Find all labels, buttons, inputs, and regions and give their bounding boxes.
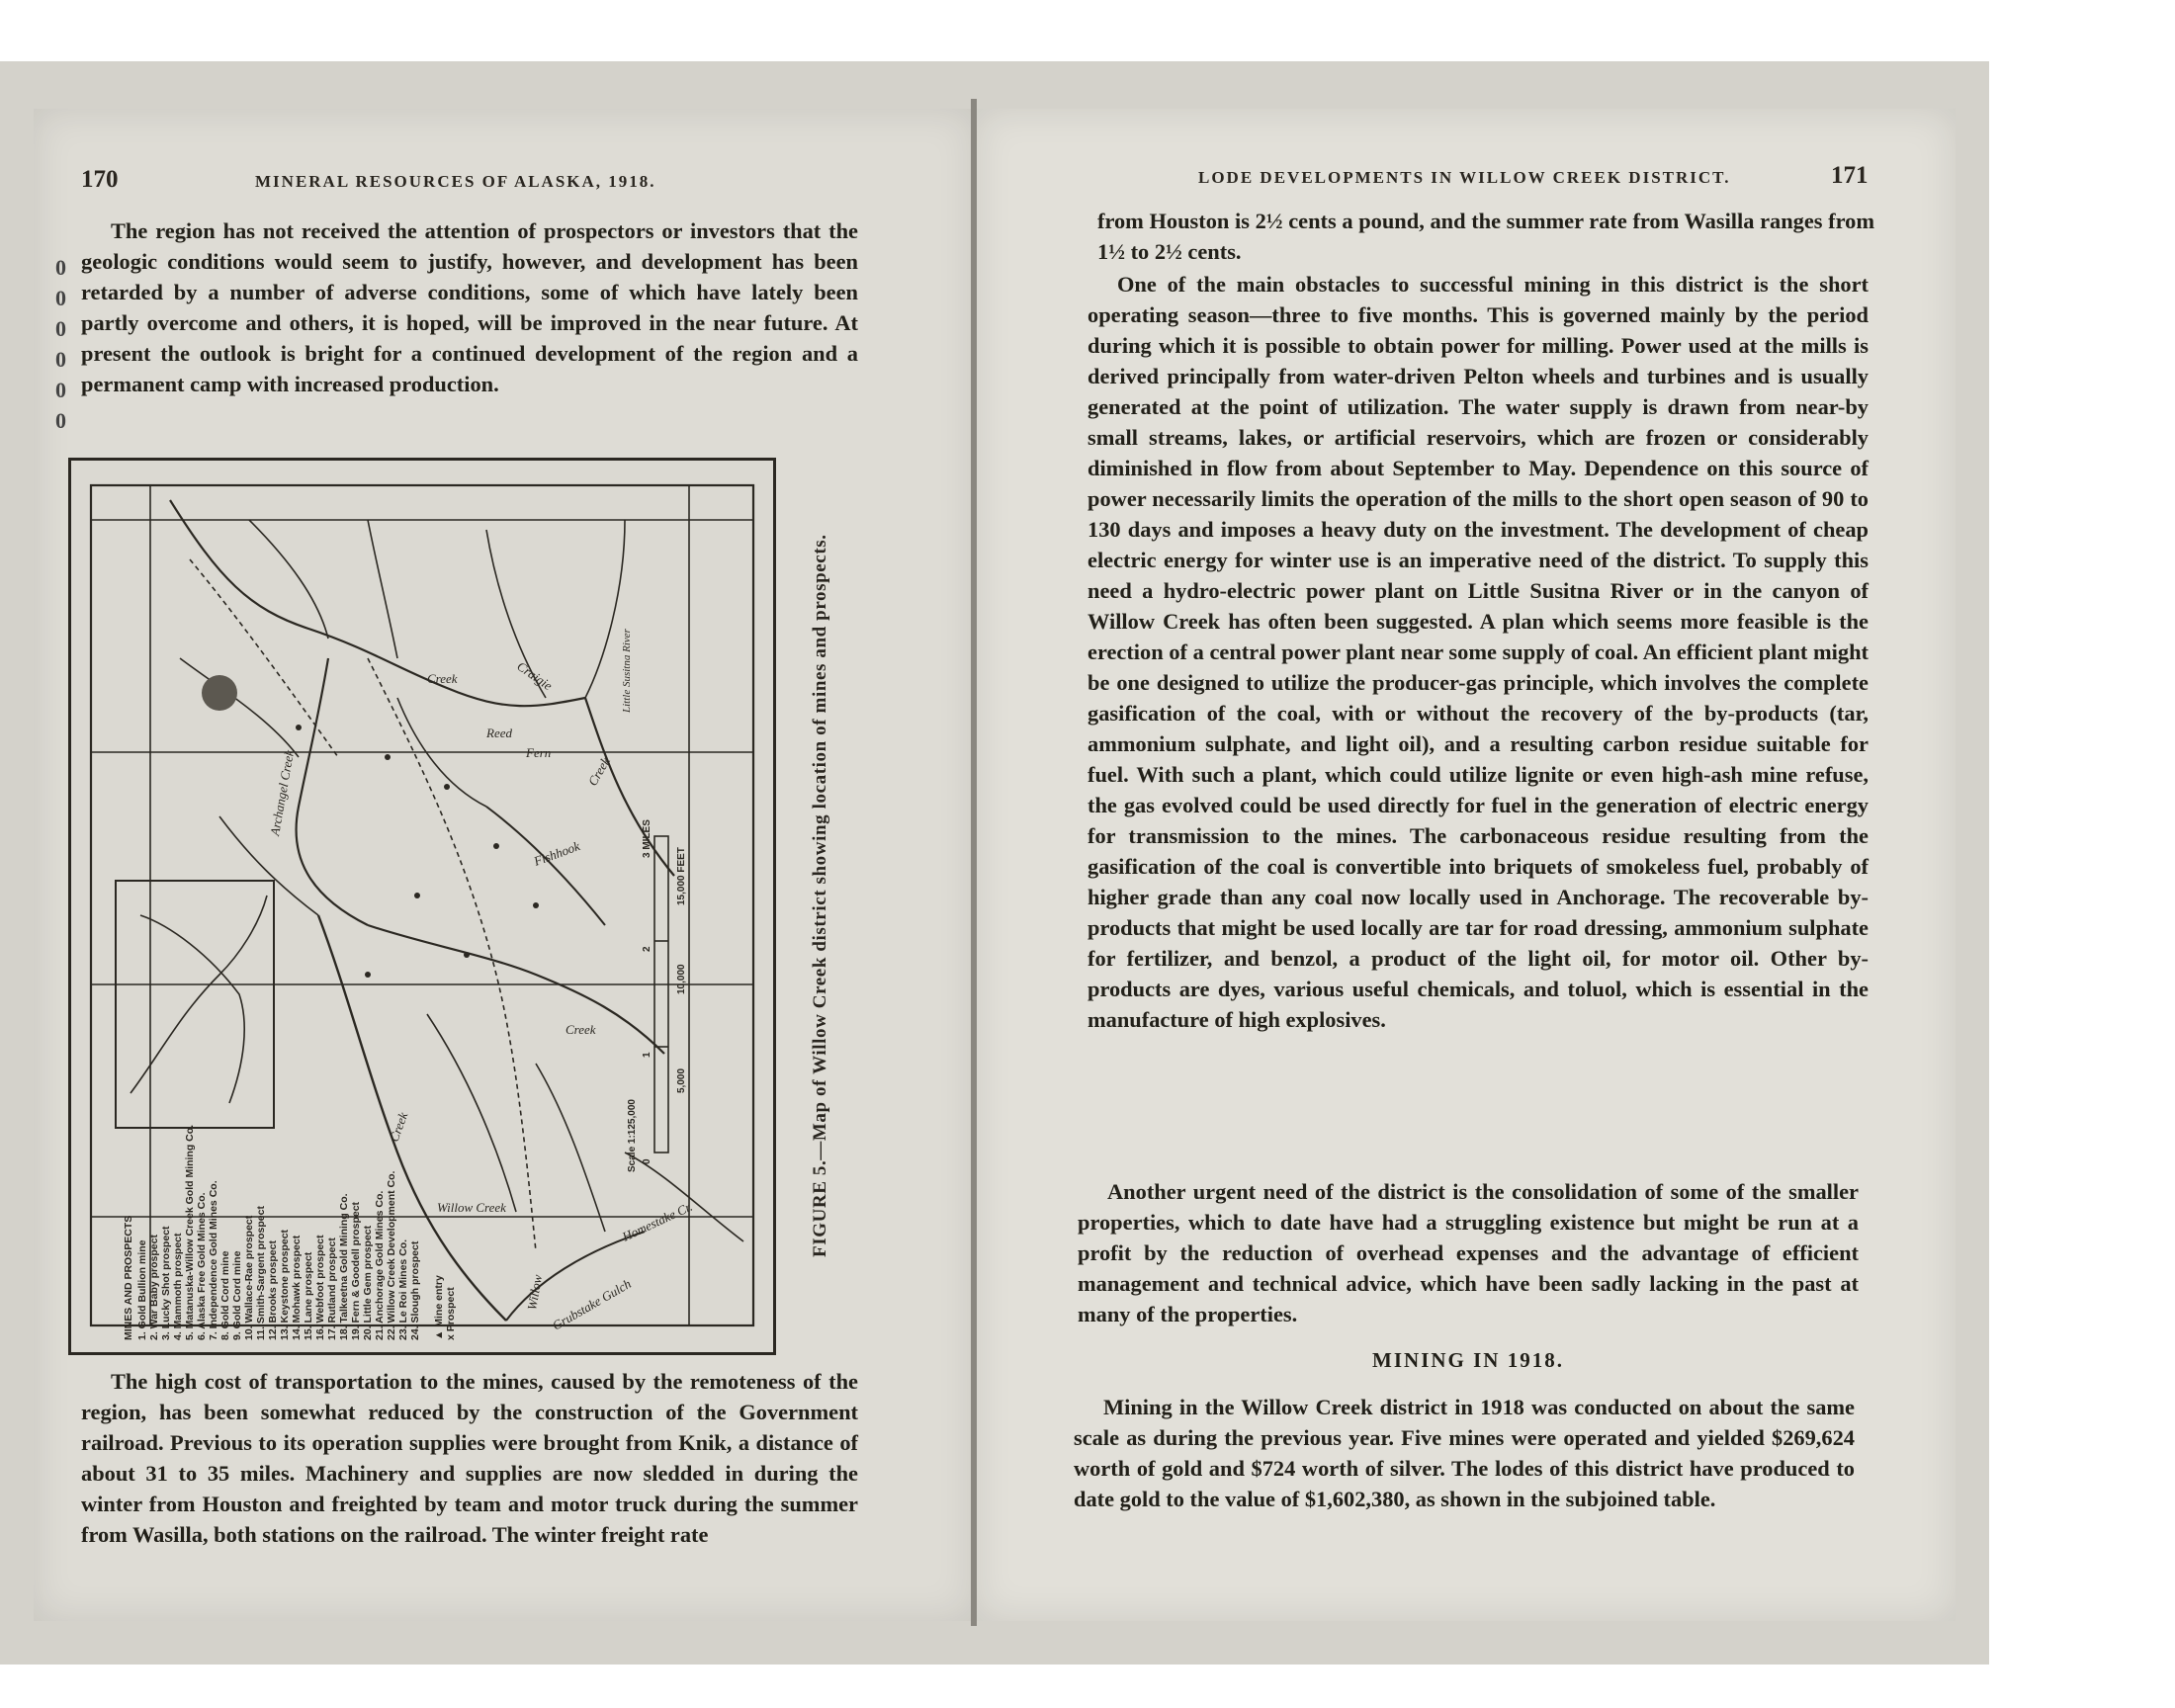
stream xyxy=(368,520,397,658)
map-label: Craigie xyxy=(514,658,556,694)
legend-item: 20. Little Gem prospect xyxy=(362,1225,374,1340)
legend-item: 3. Lucky Shot prospect xyxy=(160,1226,172,1340)
left-page-number: 170 xyxy=(81,166,119,193)
scale-label: 1 xyxy=(642,1052,652,1058)
legend-item: 15. Lane prospect xyxy=(303,1251,314,1340)
scale-label: 3 MILES xyxy=(642,819,652,858)
legend-item: 1. Gold Bullion mine xyxy=(136,1239,148,1340)
map-drawing xyxy=(71,461,773,1352)
legend-symbol: ▲ Mine entry xyxy=(433,1275,445,1340)
legend-item: 7. Independence Gold Mines Co. xyxy=(208,1180,219,1340)
legend-item: 11. Smith-Sargent prospect xyxy=(255,1206,267,1340)
legend-item: 6. Alaska Free Gold Mines Co. xyxy=(196,1192,208,1340)
legend-item: 5. Matanuska-Willow Creek Gold Mining Co. xyxy=(184,1124,196,1340)
map-label: Archangel Creek xyxy=(267,748,298,837)
stream xyxy=(427,1014,516,1212)
map-label: Reed xyxy=(486,726,512,740)
legend-item: 12. Brooks prospect xyxy=(267,1240,279,1340)
stream xyxy=(180,658,299,757)
map-label: Homestake Cr. xyxy=(619,1198,695,1244)
right-paragraph-4: Mining in the Willow Creek district in 1918 was conducted on about the same scale as during the previous year. Five mines were operated and yielded $269,624 worth of gold and $724 worth of silver. The lodes of this district have produced to date gold to the value of $1,602,380, as shown in the subjoined table. xyxy=(1074,1395,1855,1511)
left-paragraph-1: The region has not received the attention of prospectors or investors that the geologic conditions would seem to justify, however, and development has been retarded by a number of adverse conditions, some of which have lately been partly overcome and others, it is hoped, will be improved in the near future. At present the outlook is bright for a continued development of the region and a permanent camp with increased production. xyxy=(81,218,858,396)
legend-item: 24. Slough prospect xyxy=(409,1240,421,1340)
left-running-head: MINERAL RESOURCES OF ALASKA, 1918. xyxy=(255,172,656,191)
map-label: Willow xyxy=(524,1273,546,1312)
mine-symbol xyxy=(464,952,470,958)
scale-bar xyxy=(654,836,668,1153)
map-label: Grubstake Gulch xyxy=(550,1276,634,1333)
scale-label: 2 xyxy=(642,946,652,952)
legend-title: MINES AND PROSPECTS xyxy=(123,1215,134,1340)
mine-symbol xyxy=(365,972,371,978)
legend-item: 13. Keystone prospect xyxy=(279,1229,291,1340)
stream xyxy=(297,658,368,925)
index-map-coast xyxy=(140,915,244,1103)
legend-item: 16. Webfoot prospect xyxy=(314,1235,326,1340)
trail xyxy=(368,658,536,1251)
legend-item: 2. War Baby prospect xyxy=(148,1235,160,1340)
figure-map xyxy=(68,458,776,1355)
map-label: Creek xyxy=(584,754,613,789)
section-heading: MINING IN 1918. xyxy=(1372,1348,1564,1372)
stream xyxy=(585,698,674,876)
stream xyxy=(585,520,625,698)
scale-label: 15,000 FEET xyxy=(676,847,687,905)
legend-item: 9. Gold Cord mine xyxy=(231,1250,243,1340)
legend-item: 10. Wallace-Rae prospect xyxy=(243,1215,255,1340)
scale-label: 0 xyxy=(642,1158,652,1164)
map-label: Creek xyxy=(427,671,458,686)
stream xyxy=(368,925,664,1054)
left-paragraph-2: The high cost of transportation to the mines, caused by the remoteness of the region, has been somewhat reduced by the construction of the Government railroad. Previous to its operation supplies were brought from Knik, a distance of about 31 to 35 miles. Machinery and supplies are now sledded in during the winter from Houston and freighted by team and motor truck during the summer from Wasilla, both stations on the railroad. The winter freight rate xyxy=(81,1369,858,1547)
stream xyxy=(486,807,605,925)
mine-symbol xyxy=(444,784,450,790)
map-label: Creek xyxy=(566,1022,596,1037)
mine-symbol xyxy=(493,843,499,849)
stream xyxy=(536,1064,605,1232)
scale-label: 5,000 xyxy=(676,1068,687,1093)
lake xyxy=(202,675,237,711)
map-label: Willow Creek xyxy=(437,1200,506,1215)
mine-symbol xyxy=(296,725,302,730)
legend-item: 4. Mammoth prospect xyxy=(172,1233,184,1340)
right-paragraph-1: from Houston is 2½ cents a pound, and the summer rate from Wasilla ranges from 1½ to 2½ cents. xyxy=(1097,209,1874,264)
legend-item: 14. Mohawk prospect xyxy=(291,1235,303,1340)
legend-item: 23. Le Roi Mines Co. xyxy=(397,1238,409,1340)
mine-symbol xyxy=(533,902,539,908)
legend-item: 21. Anchorage Gold Mines Co. xyxy=(374,1190,386,1340)
scale-caption: Scale 1:125,000 xyxy=(627,1099,638,1172)
scale-label: 10,000 xyxy=(676,964,687,994)
margin-marks: 0 0 0 0 0 0 xyxy=(55,255,66,433)
legend-item: 17. Rutland prospect xyxy=(326,1238,338,1340)
legend-item: 8. Gold Cord mine xyxy=(219,1250,231,1340)
legend-item: 19. Fern & Goodell prospect xyxy=(350,1201,362,1340)
right-running-head: LODE DEVELOPMENTS IN WILLOW CREEK DISTRICT. xyxy=(1198,168,1731,187)
mine-symbol xyxy=(385,754,391,760)
index-map-inset xyxy=(116,881,274,1128)
legend-item: 18. Talkeetna Gold Mining Co. xyxy=(338,1193,350,1340)
right-page-number: 171 xyxy=(1831,162,1869,189)
right-paragraph-3: Another urgent need of the district is the consolidation of some of the smaller properties, which to date have had a struggling existence but might be run at a profit by the reduction of overhead expenses and the advantage of efficient management and technical advice, which have been sadly lacking in the past at many of the properties. xyxy=(1078,1179,1859,1326)
map-label: Fern xyxy=(526,745,552,760)
right-paragraph-2: One of the main obstacles to successful mining in this district is the short operating season—three to five months. This is governed mainly by the period during which it is possible to obtain power for milling. Power used at the mills is derived principally from water-driven Pelton wheels and turbines and is usually generated at the point of utilization. The water supply is drawn from near-by small streams, lakes, or artificial reservoirs, which are frozen or considerably diminished in flow from about September to May. Dependence on this source of power necessarily limits the operation of the mills to the short open season of 90 to 130 days and imposes a heavy duty on the investment. The development of cheap electric energy for winter use is an imperative need of the district. To supply this need a hydro-electric power plant on Little Susitna River or in the canyon of Willow Creek has often been suggested. A plan which seems more feasible is the erection of a central power plant near some supply of coal. An efficient plant might be one designed to utilize the producer-gas principle, which involves the complete gasification of the coal, with or without the recovery of the by-products (tar, ammonium sulphate, and light oil), and a resulting carbon residue suitable for fuel. With such a plant, which could utilize lignite or even high-ash mine refuse, the gas evolved could be used directly for fuel in the generation of electric energy for transmission to the mines. The carbonaceous residue resulting from the gasification of the coal is convertible into briquets of smokeless fuel, probably of higher grade than any coal now locally used in Anchorage. The recoverable by-products that might be used locally are tar for road dressing, ammonium sulphate for fertilizer, and benzol, a product of the light oil, for motor oil. Other by-products are dyes, various useful chemicals, and toluol, which is essential in the manufacture of high explosives. xyxy=(1088,272,1869,1032)
map-label: Creek xyxy=(386,1110,411,1145)
legend-symbol: x Prospect xyxy=(445,1287,457,1340)
legend-item: 22. Willow Creek Development Co. xyxy=(386,1170,397,1340)
figure-caption: FIGURE 5.—Map of Willow Creek district showing location of mines and prospects. xyxy=(810,534,830,1257)
map-label: Fishhook xyxy=(531,838,582,869)
mine-symbol xyxy=(414,893,420,898)
book-gutter xyxy=(971,99,977,1626)
map-label: Little Susitna River xyxy=(621,629,633,713)
